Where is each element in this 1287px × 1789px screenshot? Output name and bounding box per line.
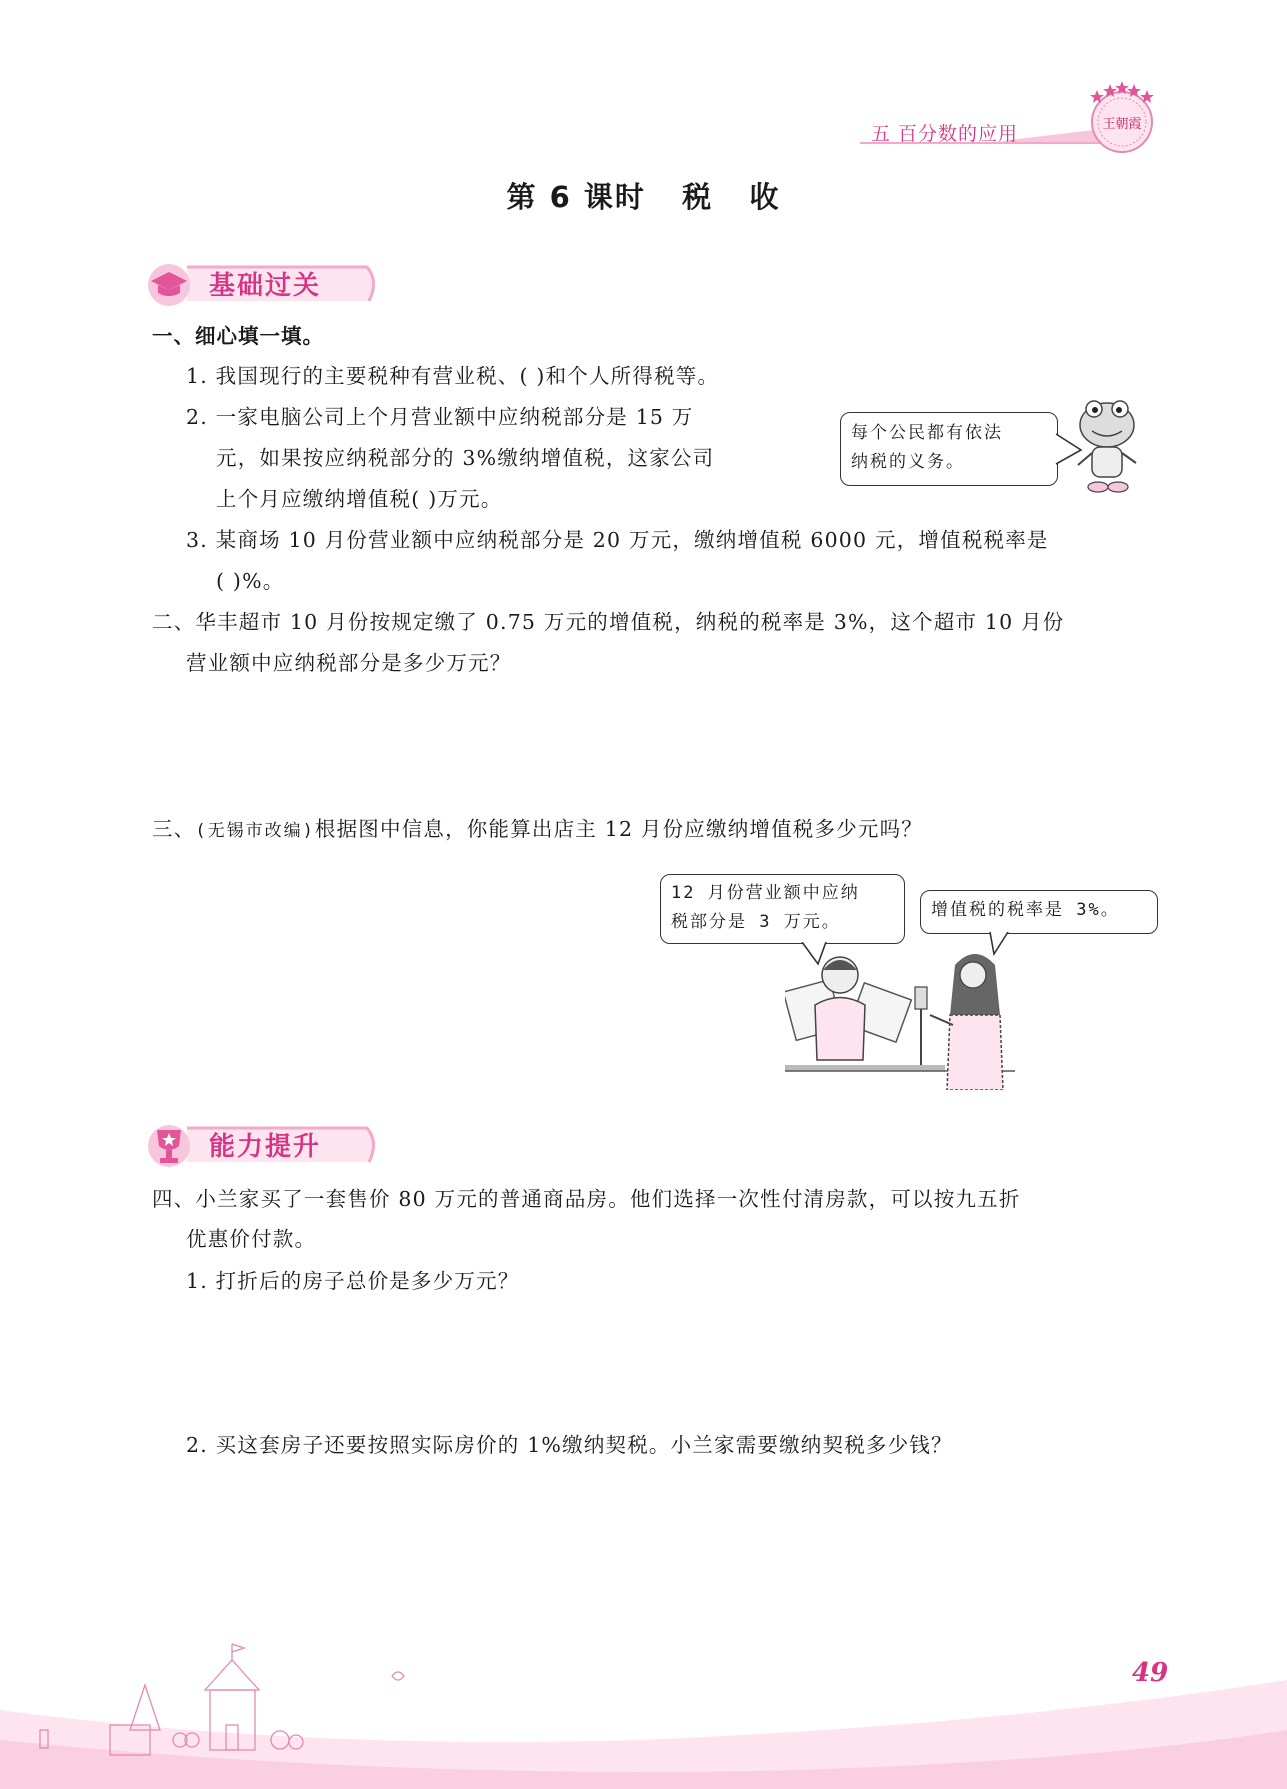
q3-text: 根据图中信息，你能算出店主 12 月份应缴纳增值税多少元吗？	[314, 817, 924, 841]
section-banner-advanced	[147, 1120, 377, 1168]
q4-line1: 四、小兰家买了一套售价 80 万元的普通商品房。他们选择一次性付清房款，可以按九五折	[152, 1187, 1021, 1211]
chapter-title: 五 百分数的应用	[871, 123, 1019, 145]
q1-item2-line3: 上个月应缴纳增值税( )万元。	[216, 487, 503, 511]
q4-line2: 优惠价付款。	[186, 1227, 317, 1251]
q4-item2: 2. 买这套房子还要按照实际房价的 1%缴纳契税。小兰家需要缴纳契税多少钱？	[186, 1433, 953, 1457]
q1-item2-line1: 2. 一家电脑公司上个月营业额中应纳税部分是 15 万	[186, 405, 694, 429]
q2-line2: 营业额中应纳税部分是多少万元？	[186, 651, 512, 675]
frog-mascot-icon	[1070, 395, 1145, 500]
q1-item1: 1. 我国现行的主要税种有营业税、( )和个人所得税等。	[186, 364, 720, 388]
flower-icon	[392, 1672, 404, 1680]
publisher-logo-icon	[1083, 78, 1161, 156]
q3-source: (无锡市改编)	[195, 821, 315, 841]
lesson-title: 第 6 课时 税 收	[506, 180, 781, 214]
q1-heading: 一、细心填一填。	[152, 324, 324, 348]
page-number: 49	[1132, 1658, 1169, 1688]
q3-line	[152, 814, 923, 846]
section-title-basic: 基础过关	[209, 271, 322, 301]
bubble-text-line1: 每个公民都有依法	[851, 423, 1003, 443]
speech-bubble-revenue	[660, 874, 905, 944]
q1-item3-line1: 3. 某商场 10 月份营业额中应纳税部分是 20 万元，缴纳增值税 6000 元，增值税税率是	[186, 528, 1049, 552]
q1-item3-line2: ( )%。	[216, 569, 285, 593]
q3-prefix: 三、	[152, 817, 196, 841]
bubble-revenue-line2: 税部分是 3 万元。	[671, 912, 841, 932]
shop-counter-illustration	[785, 945, 1015, 1090]
speech-bubble-duty	[840, 412, 1058, 486]
q4-item1: 1. 打折后的房子总价是多少万元？	[186, 1269, 520, 1293]
section-title-advanced: 能力提升	[209, 1132, 322, 1162]
section-banner-basic	[147, 259, 377, 307]
speech-bubble-rate	[920, 890, 1158, 934]
q1-item2-line2: 元，如果按应纳税部分的 3%缴纳增值税，这家公司	[216, 446, 715, 470]
q2-line1: 二、华丰超市 10 月份按规定缴了 0.75 万元的增值税，纳税的税率是 3%，这个超市 10 月份	[152, 610, 1065, 634]
bubble-rate-text: 增值税的税率是 3%。	[931, 900, 1120, 920]
footer-decoration	[0, 1630, 1287, 1789]
bubble-text-line2: 纳税的义务。	[851, 452, 965, 472]
bubble-revenue-line1: 12 月份营业额中应纳	[671, 883, 860, 903]
logo-text: 王朝霞	[1102, 117, 1142, 132]
